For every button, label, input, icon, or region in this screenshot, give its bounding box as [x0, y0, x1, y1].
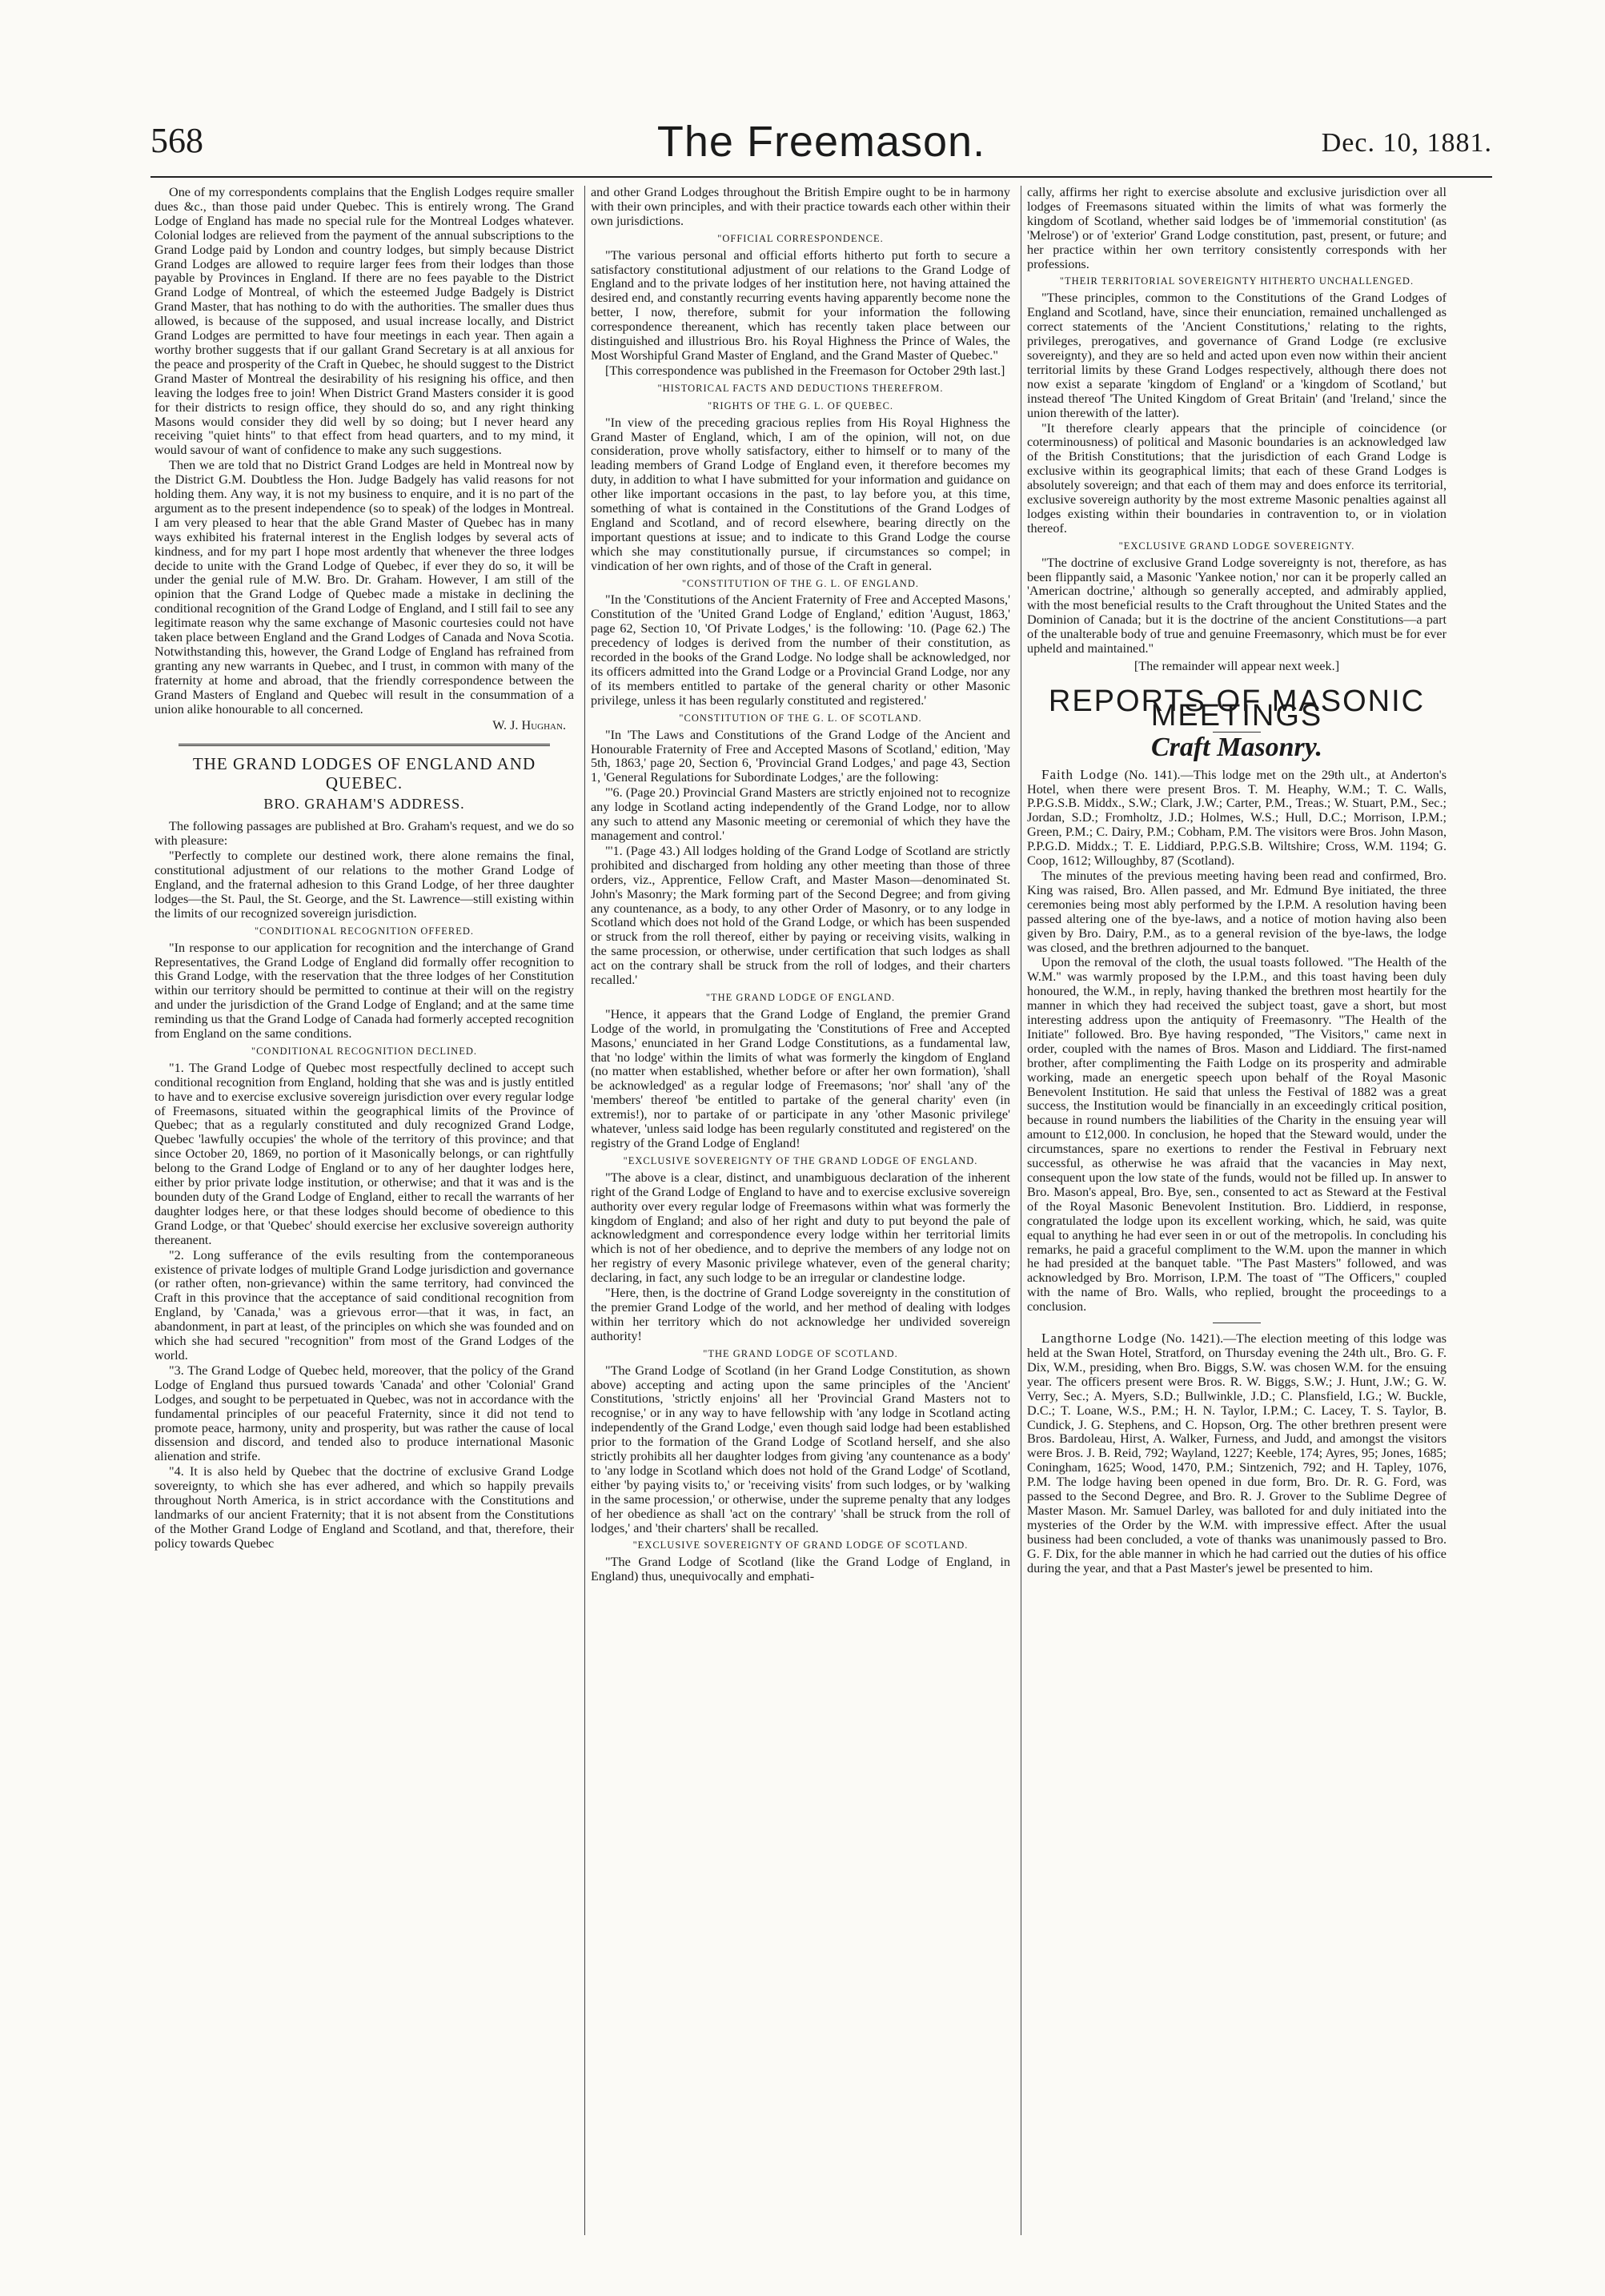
article-paragraph: "3. The Grand Lodge of Quebec held, moreover, that the policy of the Grand Lodge of England thus pursued towards 'Canada' and other 'Colonial' Grand Lodges, and sought to be perpetuated in Quebec, was not in accordance with the fundamental principles of our peaceful Fraternity, since it did not tend to promote peace, harmony, unity and prosperity, but was rather the cause of local dissension and discord, and tended also to produce international Masonic alienation and strife.	[154, 1363, 574, 1464]
page-number: 568	[150, 121, 203, 160]
letter-paragraph: One of my correspondents complains that the English Lodges require smaller dues &c., than those paid under Quebec. This is entirely wrong. The Grand Lodge of England has made no special rule for the Montreal Lodges whatever. Colonial lodges are relieved from the payment of the annual subscriptions to the Grand Lodge paid by London and country lodges, but simply because District Grand Lodges are allowed to require larger fees from their lodges than those payable by Provinces in England. If there are no fees payable to the District Grand Lodge of Montreal, of which the esteemed Judge Badgely is District Grand Master, that has nothing to do with the authorities. The smaller dues thus allowed, is because of the supposed, and usual increase locally, and District Grand Lodges are permitted to have four meetings in each year. Then again a worthy brother suggests that if our gallant Grand Secretary is at all anxious for the peace and prosperity of the Craft in Quebec, he should suggest to the District Grand Master of Montreal the desirability of his resigning his office, and then leaving the lodges free to join! When District Grand Masters consider it is good for their districts to resign office, they should do so, and any right thinking Masons would consider they did well by so doing; but I never heard any receiving "quiet hints" to that effect from head quarters, and to my mind, it would savour of want of confidence to make any such suggestions.	[154, 186, 574, 458]
article-paragraph: "The Grand Lodge of Scotland (in her Grand Lodge Constitution, as shown above) accepting and acting upon the same principles of the 'Ancient' Constitutions, 'strictly enjoins' all her 'Provincial Grand Masters not to recognise,' or in any way to have fellowship with 'any lodge in Scotland acting independently of the Grand Lodge,' even though said lodge had been established prior to the formation of the Grand Lodge of Scotland herself, and she also strictly prohibits all her daughter lodges from giving 'any countenance as a body' to 'any lodge in Scotland which does not hold of the Grand Lodge' of Scotland, either 'by paying visits to,' or 'receiving visits' from such lodges, or by 'walking in the same procession,' or otherwise, under the supreme penalty that any lodges of her obedience as shall 'act on the contrary' 'shall be struck from the roll of lodges,' and 'their charters' shall be recalled.	[591, 1363, 1010, 1535]
article-paragraph: and other Grand Lodges throughout the British Empire ought to be in harmony with their own principles, and with their practice towards each other within their own jurisdictions.	[591, 186, 1010, 228]
masthead-rule	[150, 176, 1492, 178]
article-paragraph: "The doctrine of exclusive Grand Lodge sovereignty is not, therefore, as has been flippantly said, a Masonic 'Yankee notion,' nor can it be properly called an 'American doctrine,' although so generally accepted, and admirably applied, with the most beneficial results to the Craft throughout the United States and the Dominion of Canada; but it is the doctrine of the ancient Constitutions—a part of the unalterable body of true and genuine Freemasonry, which must be for ever upheld and maintained."	[1027, 555, 1447, 656]
subheading: "EXCLUSIVE GRAND LODGE SOVEREIGNTY.	[1118, 540, 1355, 552]
column-divider	[584, 186, 585, 2235]
article-paragraph: "The various personal and official efforts hitherto put forth to secure a satisfactory constitutional adjustment of our relations to the Grand Lodge of England and to the private lodges of her institution here, not having attained the desired end, and constantly recurring events having apparently become none the better, I now, therefore, submit for your information the following correspondence thereanent, which has recently taken place between our distinguished and illustrious Bro. his Royal Highness the Prince of Wales, the Most Worshipful Grand Master of England, and the Grand Master of Quebec."	[591, 247, 1010, 363]
article-paragraph: "These principles, common to the Constitutions of the Grand Lodges of England and Scotland, have, since their enunciation, remained unchallenged as correct statements of the 'Ancient Constitutions,' relating to the rights, privileges, prerogatives, and governance of Grand Lodge (re exclusive sovereignty), and they are so held and acted upon even now within their ancient territorial limits by these Grand Lodges respectively, although there does not now exist a separate 'kingdom of England' or a 'kingdom of Scotland,' but instead thereof 'The United Kingdom of Great Britain' (and 'Ireland,' since the union therewith of the latter).	[1027, 291, 1447, 420]
subheading: "OFFICIAL CORRESPONDENCE.	[717, 232, 884, 244]
article-intro: The following passages are published at Bro. Graham's request, and we do so with pleasure:	[154, 819, 574, 849]
masthead	[150, 117, 1492, 173]
report-paragraph: The minutes of the previous meeting having been read and confirmed, Bro. King was raised, Bro. Allen passed, and Mr. Edmund Bye initiated, the three ceremonies being most ably performed by the I.P.M. A resolution having been passed altering one of the bye-laws, and a notice of motion having also been given by Bro. Dairy, P.M., as to a general revision of the bye-laws, the lodge was closed, and the brethren adjourned to the banquet.	[1027, 868, 1447, 955]
article-paragraph: "'6. (Page 20.) Provincial Grand Masters are strictly enjoined not to recognize any lodge in Scotland acting independently of the Grand Lodge, nor to allow any such to attend any Masonic meeting or ceremonial of which they have the management and control.'	[591, 785, 1010, 843]
subheading: "CONDITIONAL RECOGNITION DECLINED.	[251, 1045, 477, 1057]
lodge-name: Faith Lodge	[1041, 766, 1119, 782]
article-paragraph: "Hence, it appears that the Grand Lodge of England, the premier Grand Lodge of the world, in promulgating the 'Constitutions of Free and Accepted Masons,' enunciated in her Grand Lodge Constitutions, as a fundamental law, that 'no lodge' within the limits of what was formerly the kingdom of England (no matter when established, whether before or after her own formation), 'shall be acknowledged' as a regular lodge of Freemasons; 'nor' shall 'any of' the 'members' thereof 'be entitled to partake of the general charity' even (in extremis!), nor to partake of or participate in any 'other Masonic privilege' whatever, 'unless said lodge has been regularly constituted and registered' on the registry of the Grand Lodge of England!	[591, 1006, 1010, 1150]
article-paragraph: "Perfectly to complete our destined work, there alone remains the final, constitutional adjustment of our relations to the mother Grand Lodge of England, and the fraternal adhesion to this Grand Lodge, of her three daughter lodges—the St. Paul, the St. George, and the St. Lawrence—still existing within the limits of our recognized sovereign jurisdiction.	[154, 849, 574, 921]
subheading: "EXCLUSIVE SOVEREIGNTY OF THE GRAND LODGE OF ENGLAND.	[623, 1154, 978, 1166]
report-text: (No. 1421).—The election meeting of this lodge was held at the Swan Hotel, Stratford, on Thursday evening the 24th ult., Bro. G. F. Dix, W.M., presiding, when Bro. Biggs, S.W. was chosen W.M. for the ensuing year. The officers present were Bros. R. W. Biggs, S.W.; J. Hunt, J.W.; G. W. Verry, Sec.; A. Myers, S.D.; Bullwinkle, J.D.; C. Plansfield, I.G.; W. Buckle, D.C.; T. Loane, W.S., P.M.; H. N. Taylor, I.P.M.; C. Lacey, T. S. Taylor, B. Cundick, J. G. Stephens, and C. Hopson, Org. The other brethren present were Bros. Bardoleau, Hirst, A. Walker, Furness, and Judd, and amongst the visitors were Bros. J. B. Reid, 792; Wayland, 1227; Keeble, 174; Ayres, 95; Jones, 1685; Coningham, 1625; Wood, 1470, P.M.; Sintzenich, 792; and H. Tapley, 1076, P.M. The lodge having been opened in due form, Bro. Dr. R. G. Ford, was passed to the Second Degree, and Bro. R. J. Grover to the Sublime Degree of Master Mason. Mr. Samuel Darley, was balloted for and duly initiated into the mysteries of the Order by the W.M. with impressive effect. After the usual business had been concluded, a vote of thanks was unanimously passed to Bro. G. F. Dix, for the able manner in which he had carried out the duties of his office during the year, and that a Past Master's jewel be presented to him.	[1027, 1331, 1447, 1575]
column-3	[1027, 186, 1447, 2235]
article-divider	[179, 744, 550, 746]
continuation-note: [The remainder will appear next week.]	[1134, 659, 1340, 673]
letter-signature: W. J. Hughan.	[492, 717, 566, 733]
subheading: "CONSTITUTION OF THE G. L. OF ENGLAND.	[682, 577, 919, 589]
letter-paragraph: Then we are told that no District Grand Lodges are held in Montreal now by the District G.M. Doubtless the Hon. Judge Badgely has valid reasons for not holding them. Any way, it is not my business to enquire, and it is no part of the argument as to the present independence (so to speak) of the lodges in Montreal. I am very pleased to hear that the able Grand Master of Quebec has in many ways exhibited his fraternal interest in the English lodges by several acts of kindness, and for my part I hope most ardently that whenever the three lodges decide to unite with the Grand Lodge of Quebec, if ever they do so, it will be under the genial rule of M.W. Bro. Dr. Graham. However, I am still of the opinion that the Grand Lodge of Quebec made a mistake in declining the conditional recognition of the Grand Lodge of England, and I still fail to see any legitimate reason why the same exchange of Masonic courtesies could not have taken place between England and the Grand Lodges of Canada and Nova Scotia. Notwithstanding this, however, the Grand Lodge of England has refrained from granting any new warrants in Quebec, and I trust, in common with many of the fraternity at home and abroad, that the friendly correspondence between the Grand Masters of England and Quebec will result in the consummation of a union alike honourable to all concerned.	[154, 458, 574, 716]
newspaper-title: The Freemason.	[656, 118, 986, 166]
report-paragraph: Upon the removal of the cloth, the usual toasts followed. "The Health of the W.M." was warmly proposed by the I.P.M., and this toast having been duly honoured, the W.M., in reply, having thanked the brethren most heartily for the manner in which they had received the subject toast, gave a short, but most interesting address upon the antiquity of Freemasonry. "The Health of the Initiate" followed. Bro. Bye having responded, "The Visitors," came next in order, coupled with the names of Bros. Mason and Liddiard. The first-named brother, after complimenting the Faith Lodge on its prosperity and admirable working, made an energetic speech upon behalf of the Royal Masonic Benevolent Institution. He said that unless the Festival of 1882 was a great success, the Institution would be financially in an exceedingly critical position, because in round numbers the liabilities of the Charity in the ensuing year will amount to £12,000. In conclusion, he hoped that the Steward would, under the circumstances, spare no exertions to render the Festival in February next successful, as otherwise he was afraid that the vacancies in May next, consequent upon the low state of the funds, would not be filled up. In answer to Bro. Mason's appeal, Bro. Bye, sen., consented to act as Steward at the Festival of the Royal Masonic Benevolent Institution. Bro. Liddierd, in response, congratulated the lodge upon its excellent working, which, he said, was quite equal to anything he had ever seen in or out of the metropolis. In concluding his remarks, he paid a graceful compliment to the W.M. upon the manner in which he had presided at the banquet table. "The Past Masters" followed, and was acknowledged by Bro. Morrison, I.P.M. The toast of "The Officers," coupled with the name of Bro. Walls, who replied, brought the proceedings to a conclusion.	[1027, 955, 1447, 1315]
subheading: "HISTORICAL FACTS AND DEDUCTIONS THEREFROM.	[657, 382, 944, 394]
subheading: "CONDITIONAL RECOGNITION OFFERED.	[254, 925, 475, 937]
column-1	[154, 186, 574, 2235]
subheading: "THE GRAND LODGE OF ENGLAND.	[705, 991, 896, 1003]
lodge-name: Langthorne Lodge	[1041, 1331, 1158, 1347]
article-paragraph: cally, affirms her right to exercise absolute and exclusive jurisdiction over all lodges of Freemasons situated within the limits of what was formerly the kingdom of Scotland, whether said lodges be of 'immemorial constitution' (as 'Melrose') or of 'exterior' Grand Lodge constitution, past, present, or future; and her practice within her own territory consistently corresponds with her professions.	[1027, 186, 1447, 271]
article-paragraph: "In response to our application for recognition and the interchange of Grand Representatives, the Grand Lodge of England did formally offer recognition to this Grand Lodge, with the reservation that the three lodges of her Constitution within our territory should be permitted to continue at their will on the registry and under the jurisdiction of the Grand Lodge of England; and at the same time reminding us that the Grand Lodge of Canada had formerly accepted recognition from England on the same conditions.	[154, 940, 574, 1042]
section-title: REPORTS OF MASONIC MEETINGS	[1048, 684, 1426, 733]
subheading: "CONSTITUTION OF THE G. L. OF SCOTLAND.	[679, 712, 922, 724]
report-text: (No. 141).—This lodge met on the 29th ult., at Anderton's Hotel, when there were present Bros. T. M. Heaphy, W.M.; T. C. Walls, P.P.G.S.B. Middx., S.W.; Clark, J.W.; Carter, P.M., Treas.; W. Stuart, P.M., Sec.; Jordan, S.D.; Fromholtz, J.D.; Holmes, W.S.; Hull, D.C.; Morrison, I.P.M.; Green, P.M.; C. Dairy, P.M.; Cobham, P.M. The visitors were Bros. John Mason, P.P.G.D. Middx.; T. E. Liddiard, P.P.G.S.B. Wiltshire; Cross, W.M. 1194; G. Coop, 1612; Willoughby, 87 (Scotland).	[1027, 767, 1447, 869]
article-paragraph: [This correspondence was published in the Freemason for October 29th last.]	[605, 363, 1005, 378]
subheading: "RIGHTS OF THE G. L. OF QUEBEC.	[707, 399, 894, 411]
issue-date: Dec. 10, 1881.	[1321, 128, 1492, 158]
report-paragraph	[1027, 1331, 1447, 1575]
article-paragraph: "2. Long sufferance of the evils resulting from the contemporaneous existence of private lodges of multiple Grand Lodge jurisdiction and governance (or rather often, non-grievance) within the same territory, had convinced the Craft in this province that the acceptance of said conditional recognition from England, by 'Canada,' was a grievous error—that it was, in fact, an abandonment, in part at least, of the principles on which she was founded and on which she had secured "recognition" from most of the Grand Lodges of the world.	[154, 1247, 574, 1363]
article-title: THE GRAND LODGES OF ENGLAND AND QUEBEC.	[192, 754, 536, 793]
article-paragraph: "In the 'Constitutions of the Ancient Fraternity of Free and Accepted Masons,' Constitution of the 'United Grand Lodge of England,' edition 'August, 1863,' page 62, Section 10, 'Of Private Lodges,' is the following: '10. (Page 62.) The precedency of lodges is derived from the number of their constitution, as recorded in the books of the Grand Lodge. No lodge shall be acknowledged, nor its officers admitted into the Grand Lodge or a Provincial Grand Lodge, nor any of its members entitled to partake of the general charity or other Masonic privilege, unless it has been regularly constituted and registered.'	[591, 592, 1010, 708]
article-paragraph: "The Grand Lodge of Scotland (like the Grand Lodge of England, in England) thus, unequivocally and emphati-	[591, 1555, 1010, 1584]
article-paragraph: "The above is a clear, distinct, and unambiguous declaration of the inherent right of the Grand Lodge of England to have and to exercise exclusive sovereign authority over every regular lodge of Freemasons within what was formerly the kingdom of England; and also of her right and duty to put beyond the pale of acknowledgment and correspondence every lodge within her territorial limits which is not of her obedience, and to deprive the members of any lodge not on her registry of every Masonic privilege whatever, even of the general charity; declaring, in fact, any such lodge to be an irregular or clandestine lodge.	[591, 1170, 1010, 1286]
article-paragraph: "'1. (Page 43.) All lodges holding of the Grand Lodge of Scotland are strictly prohibited and discharged from holding any other meeting than those of three orders, viz., Apprentice, Fellow Craft, and Master Mason—denominated St. John's Masonry; the Mark forming part of the Second Degree; and from giving any countenance, as a body, to any other Order of Masonry, or to any lodge in Scotland which does not hold of the Grand Lodge, or which has been suspended or struck from the roll thereof, either by paying or receiving visits, walking in the same procession, or otherwise, under certification that such lodges as shall act on the contrary shall be struck from the roll of lodges, and their charters recalled.'	[591, 843, 1010, 988]
article-paragraph: "In view of the preceding gracious replies from His Royal Highness the Grand Master of England, which, I am of the opinion, will not, on due consideration, prove wholly satisfactory, either to himself or to many of the leading members of Grand Lodge of England even, it therefore becomes my duty, in addition to what I have submitted for your information and guidance on other like important occasions in the past, to lay before you, at this time, something of what is contained in the Constitutions of the Grand Lodges of England and Scotland, and of record elsewhere, bearing directly on the important questions at issue; and to indicate to this Grand Lodge the course which she may constitutionally pursue, if circumstances so compel; in vindication of her own rights, and of those of the Craft in general.	[591, 415, 1010, 573]
subheading: "EXCLUSIVE SOVEREIGNTY OF GRAND LODGE OF SCOTLAND.	[632, 1539, 969, 1551]
article-paragraph: "Here, then, is the doctrine of Grand Lodge sovereignty in the constitution of the premier Grand Lodge of the world, and her method of dealing with lodges within her territory which do not acknowledge her undivided sovereign authority!	[591, 1286, 1010, 1343]
article-paragraph: "1. The Grand Lodge of Quebec most respectfully declined to accept such conditional recognition from England, holding that she was and is justly entitled to have and to exercise exclusive sovereign jurisdiction over every regular lodge of Freemasons, situated within the geographical limits of the Province of Quebec; that as a regularly constituted and duly recognized Grand Lodge, Quebec 'lawfully occupies' the whole of the territory of this province; and that since October 20, 1869, no portion of it Masonically belongs, or can rightfully belong to the Grand Lodge of England or to any of her daughter lodges here, either by prior private lodge institution, or otherwise; and that it was and is the bounden duty of the Grand Lodge of England, either to recall the warrants of her daughter lodges here, or that these lodges should become of obedience to this Grand Lodge, or that 'Quebec' should exercise her exclusive sovereign authority thereanent.	[154, 1060, 574, 1247]
article-paragraph: "It therefore clearly appears that the principle of coincidence (or coterminousness) of political and Masonic boundaries is an acknowledged law of the British Constitutions; that the jurisdiction of each Grand Lodge is exclusive within its geographical limits; that each of these Grand Lodges is absolutely sovereign; and that each of them may and does enforce its territorial, exclusive sovereign authority by the most extreme Masonic penalties against all lodges existing within their boundaries in contravention to, or in violation thereof.	[1027, 420, 1447, 536]
column-2	[591, 186, 1010, 2235]
report-paragraph	[1027, 768, 1447, 869]
article-subtitle: BRO. GRAHAM'S ADDRESS.	[263, 796, 465, 813]
article-paragraph: "In 'The Laws and Constitutions of the Grand Lodge of the Ancient and Honourable Fraternity of Free and Accepted Masons of Scotland,' edition, 'May 5th, 1863,' page 20, Section 6, 'Provincial Grand Lodges,' and page 43, Section 1, 'General Regulations for Subordinate Lodges,' are the following:	[591, 727, 1010, 785]
section-subtitle: Craft Masonry.	[1150, 732, 1323, 762]
subheading: "THEIR TERRITORIAL SOVEREIGNTY HITHERTO UNCHALLENGED.	[1059, 275, 1414, 287]
article-paragraph: "4. It is also held by Quebec that the doctrine of exclusive Grand Lodge sovereignty, to which she has ever adhered, and which so happily prevails throughout North America, is in strict accordance with the Constitutions and landmarks of our ancient Fraternity; that it is not absent from the Constitutions of the Mother Grand Lodge of England and Scotland, and that, therefore, their policy towards Quebec	[154, 1464, 574, 1551]
subheading: "THE GRAND LODGE OF SCOTLAND.	[703, 1347, 898, 1359]
